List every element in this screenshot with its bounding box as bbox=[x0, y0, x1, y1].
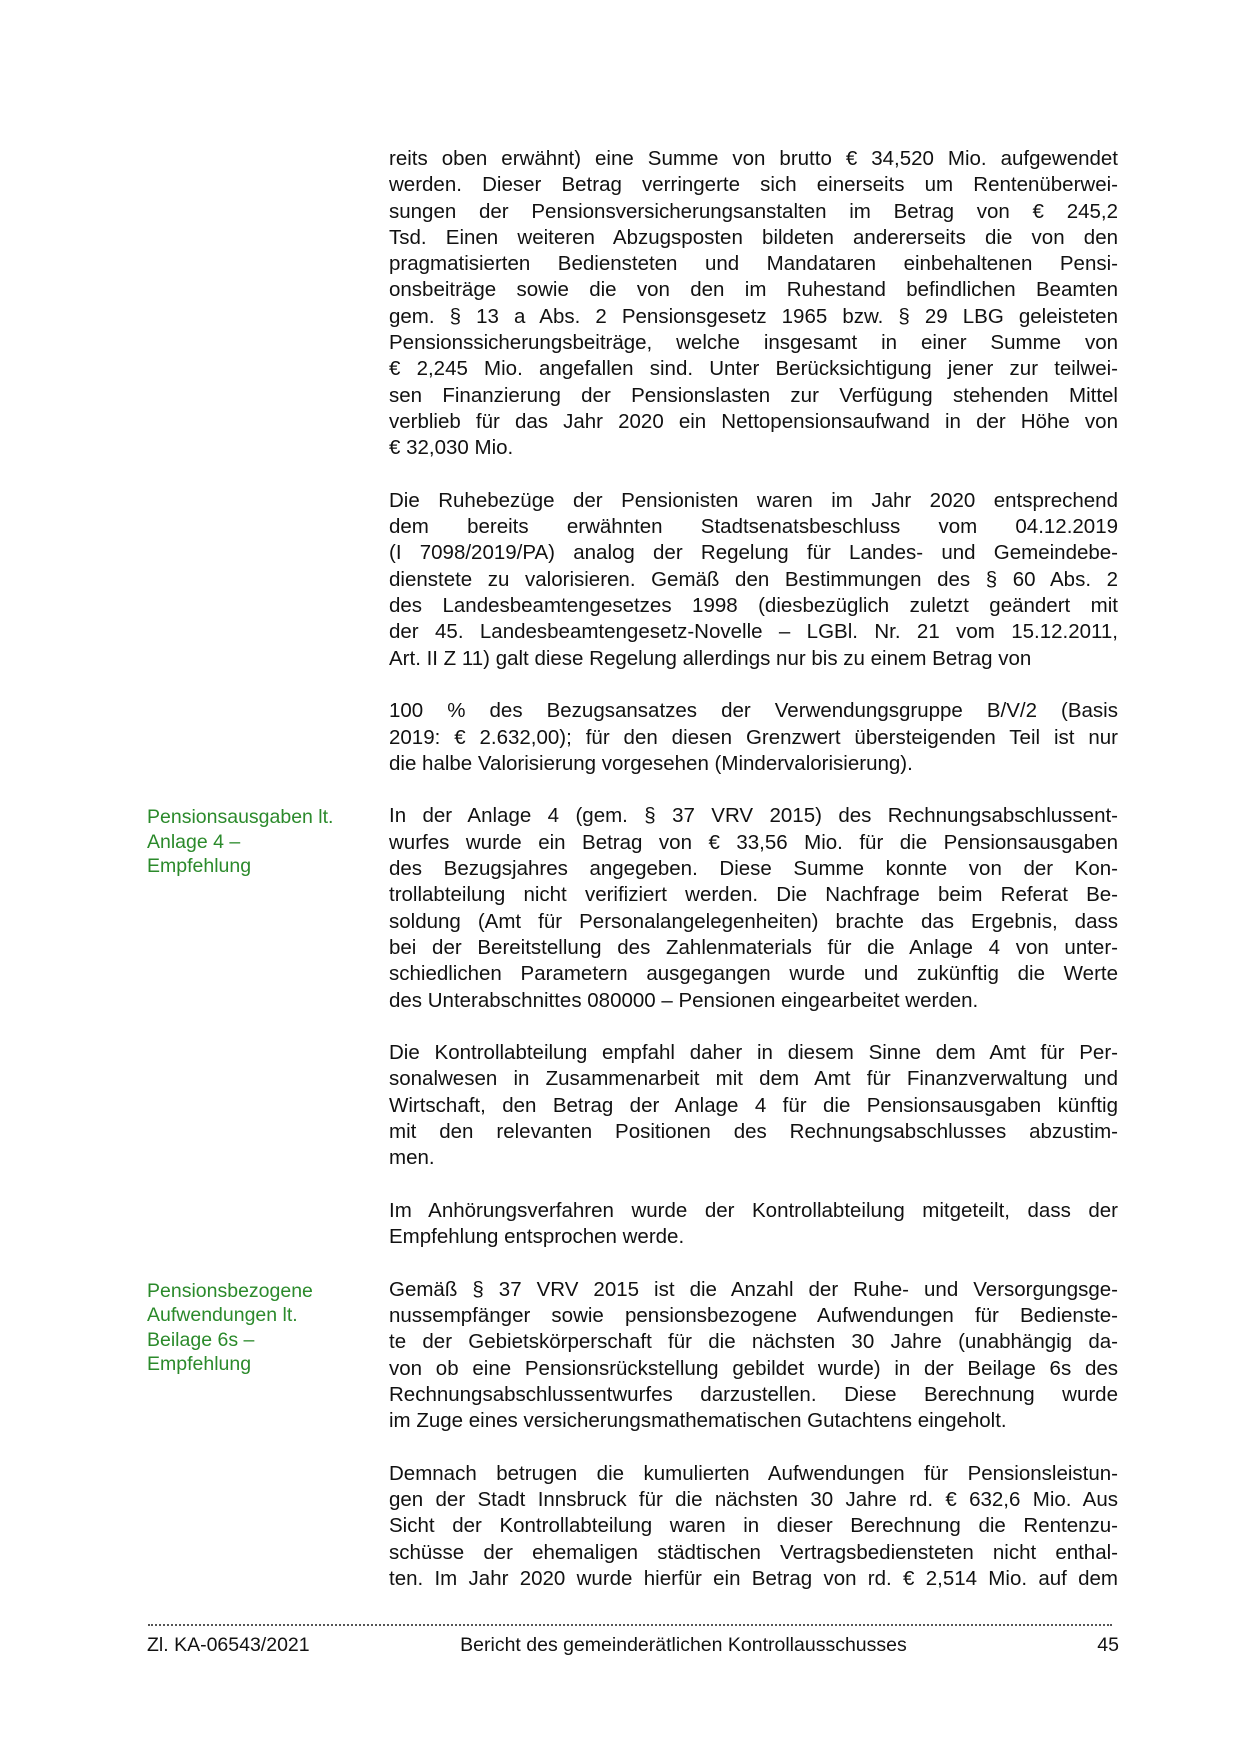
document-body bbox=[147, 146, 1119, 1619]
text-line: schüsse der ehemaligen städtischen Vertragsbediensteten nicht enthal- bbox=[389, 1540, 1118, 1564]
text-line: sen Finanzierung der Pensionslasten zur Verfügung stehenden Mittel bbox=[389, 383, 1118, 407]
margin-heading-line: Aufwendungen lt. bbox=[147, 1304, 298, 1327]
paragraph bbox=[389, 1461, 1118, 1592]
margin-empty bbox=[147, 1040, 389, 1198]
margin-empty bbox=[147, 488, 389, 698]
text-line: bei der Bereitstellung des Zahlenmaterials für die Anlage 4 von unter- bbox=[389, 935, 1118, 959]
text-line: Tsd. Einen weiteren Abzugsposten bildeten andererseits die von den bbox=[389, 225, 1118, 249]
text-line: Die Ruhebezüge der Pensionisten waren im Jahr 2020 entsprechend bbox=[389, 488, 1118, 512]
paragraph-row bbox=[147, 803, 1119, 1040]
text-line: gen der Stadt Innsbruck für die nächsten 30 Jahre rd. € 632,6 Mio. Aus bbox=[389, 1488, 1118, 1512]
margin-heading-line: Pensionsbezogene bbox=[147, 1279, 313, 1302]
text-line: gem. § 13 a Abs. 2 Pensionsgesetz 1965 bzw. § 29 LBG geleisteten bbox=[389, 304, 1118, 328]
text-line: te der Gebietskörperschaft für die nächsten 30 Jahre (unabhängig da- bbox=[389, 1330, 1118, 1354]
text-line: sonalwesen in Zusammenarbeit mit dem Amt für Finanzverwaltung und bbox=[389, 1067, 1118, 1091]
text-line: € 2,245 Mio. angefallen sind. Unter Berücksichtigung jener zur teilwei- bbox=[389, 357, 1118, 381]
text-line: Die Kontrollabteilung empfahl daher in diesem Sinne dem Amt für Per- bbox=[389, 1041, 1118, 1065]
paragraph-row bbox=[147, 488, 1119, 698]
paragraph bbox=[389, 698, 1118, 777]
text-line: Sicht der Kontrollabteilung waren in dieser Berechnung die Rentenzu- bbox=[389, 1514, 1118, 1538]
text-line: pragmatisierten Bediensteten und Mandataren einbehaltenen Pensi- bbox=[389, 252, 1118, 276]
text-line: In der Anlage 4 (gem. § 37 VRV 2015) des Rechnungsabschlussent- bbox=[389, 804, 1118, 828]
paragraph-row bbox=[147, 1277, 1119, 1461]
text-line: Demnach betrugen die kumulierten Aufwendungen für Pensionsleistun- bbox=[389, 1461, 1118, 1485]
text-line: Art. II Z 11) galt diese Regelung allerdings nur bis zu einem Betrag von bbox=[389, 646, 1032, 670]
text-line: dienstete zu valorisieren. Gemäß den Bestimmungen des § 60 Abs. 2 bbox=[389, 567, 1118, 591]
text-line: die halbe Valorisierung vorgesehen (Mindervalorisierung). bbox=[389, 751, 913, 775]
margin-heading-line: Anlage 4 – bbox=[147, 830, 241, 853]
text-line: mit den relevanten Positionen des Rechnungsabschlusses abzustim- bbox=[389, 1119, 1118, 1143]
margin-empty bbox=[147, 698, 389, 803]
paragraph-row bbox=[147, 146, 1119, 488]
text-line: onsbeiträge sowie die von den im Ruhestand befindlichen Beamten bbox=[389, 278, 1118, 302]
page-footer bbox=[147, 1634, 1119, 1657]
text-line: Wirtschaft, den Betrag der Anlage 4 für die Pensionsausgaben künftig bbox=[389, 1093, 1118, 1117]
paragraph bbox=[389, 146, 1118, 462]
text-line: sungen der Pensionsversicherungsanstalten im Betrag von € 245,2 bbox=[389, 199, 1118, 223]
text-line: reits oben erwähnt) eine Summe von brutto € 34,520 Mio. aufgewendet bbox=[389, 147, 1118, 170]
text-line: wurfes wurde ein Betrag von € 33,56 Mio. für die Pensionsausgaben bbox=[389, 830, 1118, 854]
text-line: schiedlichen Parametern ausgegangen wurde und zukünftig die Werte bbox=[389, 962, 1118, 986]
margin-empty bbox=[147, 1461, 389, 1619]
footer-title: Bericht des gemeinderätlichen Kontrollausschusses bbox=[460, 1634, 907, 1656]
paragraph bbox=[389, 1040, 1118, 1171]
margin-heading-line: Pensionsausgaben lt. bbox=[147, 806, 334, 829]
paragraph bbox=[389, 1277, 1118, 1435]
paragraph-row bbox=[147, 1198, 1119, 1277]
footer-reference: Zl. KA-06543/2021 bbox=[147, 1634, 310, 1656]
text-line: Empfehlung entsprochen werde. bbox=[389, 1225, 685, 1249]
footer-divider bbox=[148, 1624, 1112, 1626]
text-line: des Unterabschnittes 080000 – Pensionen eingearbeitet werden. bbox=[389, 988, 979, 1012]
text-line: des Landesbeamtengesetzes 1998 (diesbezüglich zuletzt geändert mit bbox=[389, 594, 1118, 618]
margin-heading-line: Empfehlung bbox=[147, 855, 252, 878]
paragraph-row bbox=[147, 1040, 1119, 1198]
text-line: 100 % des Bezugsansatzes der Verwendungsgruppe B/V/2 (Basis bbox=[389, 699, 1118, 723]
text-line: des Bezugsjahres angegeben. Diese Summe konnte von der Kon- bbox=[389, 857, 1118, 881]
margin-empty bbox=[147, 1198, 389, 1277]
text-line: verblieb für das Jahr 2020 ein Nettopensionsaufwand in der Höhe von bbox=[389, 409, 1118, 433]
text-line: Rechnungsabschlussentwurfes darzustellen. Diese Berechnung wurde bbox=[389, 1382, 1118, 1406]
paragraph-row bbox=[147, 698, 1119, 803]
paragraph bbox=[389, 1198, 1118, 1251]
margin-heading bbox=[147, 1277, 389, 1461]
text-line: (I 7098/2019/PA) analog der Regelung für Landes- und Gemeindebe- bbox=[389, 541, 1118, 565]
text-line: werden. Dieser Betrag verringerte sich einerseits um Rentenüberwei- bbox=[389, 173, 1118, 197]
text-line: soldung (Amt für Personalangelegenheiten) brachte das Ergebnis, dass bbox=[389, 909, 1118, 933]
paragraph bbox=[389, 803, 1118, 1013]
text-line: men. bbox=[389, 1146, 435, 1170]
margin-empty bbox=[147, 146, 389, 488]
text-line: nussempfänger sowie pensionsbezogene Aufwendungen für Bedienste- bbox=[389, 1304, 1118, 1328]
margin-heading-line: Beilage 6s – bbox=[147, 1328, 255, 1351]
page-number: 45 bbox=[1097, 1634, 1119, 1656]
margin-heading bbox=[147, 803, 389, 1040]
text-line: Pensionssicherungsbeiträge, welche insgesamt in einer Summe von bbox=[389, 331, 1118, 355]
text-line: Gemäß § 37 VRV 2015 ist die Anzahl der Ruhe- und Versorgungsge- bbox=[389, 1277, 1118, 1301]
text-line: von ob eine Pensionsrückstellung gebildet wurde) in der Beilage 6s des bbox=[389, 1356, 1118, 1380]
text-line: ten. Im Jahr 2020 wurde hierfür ein Betrag von rd. € 2,514 Mio. auf dem bbox=[389, 1567, 1118, 1591]
paragraph-row bbox=[147, 1461, 1119, 1619]
text-line: Im Anhörungsverfahren wurde der Kontrollabteilung mitgeteilt, dass der bbox=[389, 1198, 1118, 1222]
text-line: dem bereits erwähnten Stadtsenatsbeschluss vom 04.12.2019 bbox=[389, 515, 1118, 539]
margin-heading-line: Empfehlung bbox=[147, 1353, 252, 1376]
text-line: im Zuge eines versicherungsmathematischen Gutachtens eingeholt. bbox=[389, 1409, 1007, 1433]
text-line: trollabteilung nicht verifiziert werden. Die Nachfrage beim Referat Be- bbox=[389, 883, 1118, 907]
text-line: der 45. Landesbeamtengesetz-Novelle – LGBl. Nr. 21 vom 15.12.2011, bbox=[389, 620, 1118, 644]
text-line: € 32,030 Mio. bbox=[389, 436, 514, 460]
text-line: 2019: € 2.632,00); für den diesen Grenzwert übersteigenden Teil ist nur bbox=[389, 725, 1118, 749]
paragraph bbox=[389, 488, 1118, 672]
